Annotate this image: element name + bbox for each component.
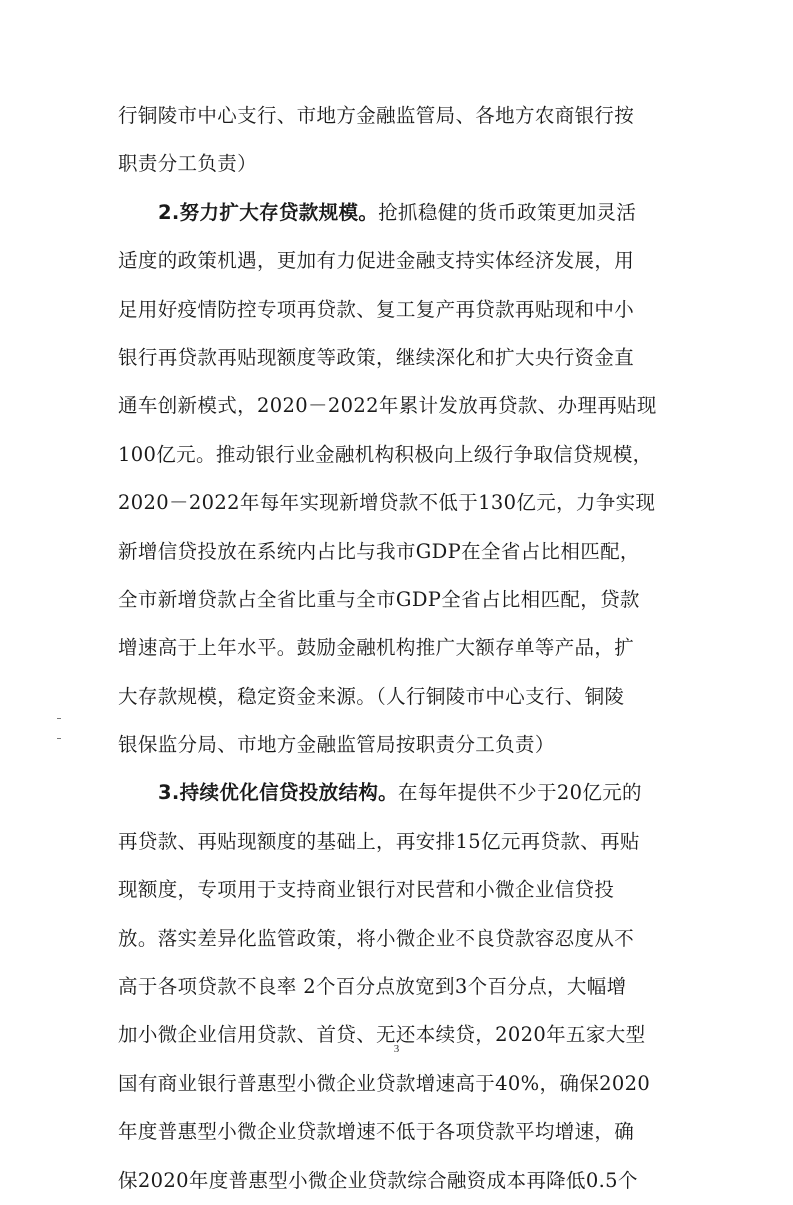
text-line: 高于各项贷款不良率 2个百分点放宽到3个百分点，大幅增 xyxy=(118,975,627,999)
text-line: 加小微企业信用贷款、首贷、无还本续贷，2020年五家大型 xyxy=(118,1023,646,1047)
text-line: 通车创新模式，2020－2022年累计发放再贷款、办理再贴现 xyxy=(118,394,657,418)
text-line: 100亿元。推动银行业金融机构积极向上级行争取信贷规模， xyxy=(118,442,653,466)
text-line: 银行再贷款再贴现额度等政策，继续深化和扩大央行资金直 xyxy=(118,345,635,369)
text-line: 银保监分局、市地方金融监管局按职责分工负责） xyxy=(118,733,555,757)
text-line: 大存款规模，稳定资金来源。（人行铜陵市中心支行、铜陵 xyxy=(118,684,625,708)
text-line: 职责分工负责） xyxy=(118,152,257,176)
margin-mark xyxy=(57,718,61,719)
section-heading: 3.持续优化信贷投放结构。 xyxy=(158,781,399,805)
text-line: 现额度，专项用于支持商业银行对民营和小微企业信贷投 xyxy=(118,878,615,902)
text-line: 增速高于上年水平。鼓励金融机构推广大额存单等产品，扩 xyxy=(118,636,635,660)
section-heading-line: 3.持续优化信贷投放结构。在每年提供不少于20亿元的 xyxy=(158,781,642,805)
text-line: 国有商业银行普惠型小微企业贷款增速高于40%，确保2020 xyxy=(118,1071,651,1095)
text-line: 放。落实差异化监管政策，将小微企业不良贷款容忍度从不 xyxy=(118,926,635,950)
body-text xyxy=(118,92,703,1205)
text-line: 足用好疫情防控专项再贷款、复工复产再贷款再贴现和中小 xyxy=(118,297,635,321)
text-line: 再贷款、再贴现额度的基础上，再安排15亿元再贷款、再贴 xyxy=(118,829,640,853)
margin-mark xyxy=(57,738,61,739)
text-line: 新增信贷投放在系统内占比与我市GDP在全省占比相匹配， xyxy=(118,539,640,563)
text-line: 保2020年度普惠型小微企业贷款综合融资成本再降低0.5个 xyxy=(118,1168,638,1192)
text-line: 适度的政策机遇，更加有力促进金融支持实体经济发展，用 xyxy=(118,249,635,273)
section-heading-line: 2.努力扩大存贷款规模。抢抓稳健的货币政策更加灵活 xyxy=(158,200,637,224)
page-number: 3 xyxy=(393,1043,400,1055)
text-line: 行铜陵市中心支行、市地方金融监管局、各地方农商银行按 xyxy=(118,104,635,127)
text-line: 年度普惠型小微企业贷款增速不低于各项贷款平均增速，确 xyxy=(118,1120,635,1144)
text-line: 全市新增贷款占全省比重与全市GDP全省占比相匹配，贷款 xyxy=(118,587,640,611)
section-heading: 2.努力扩大存贷款规模。 xyxy=(158,200,379,224)
text-line: 2020－2022年每年实现新增贷款不低于130亿元，力争实现 xyxy=(118,491,656,515)
